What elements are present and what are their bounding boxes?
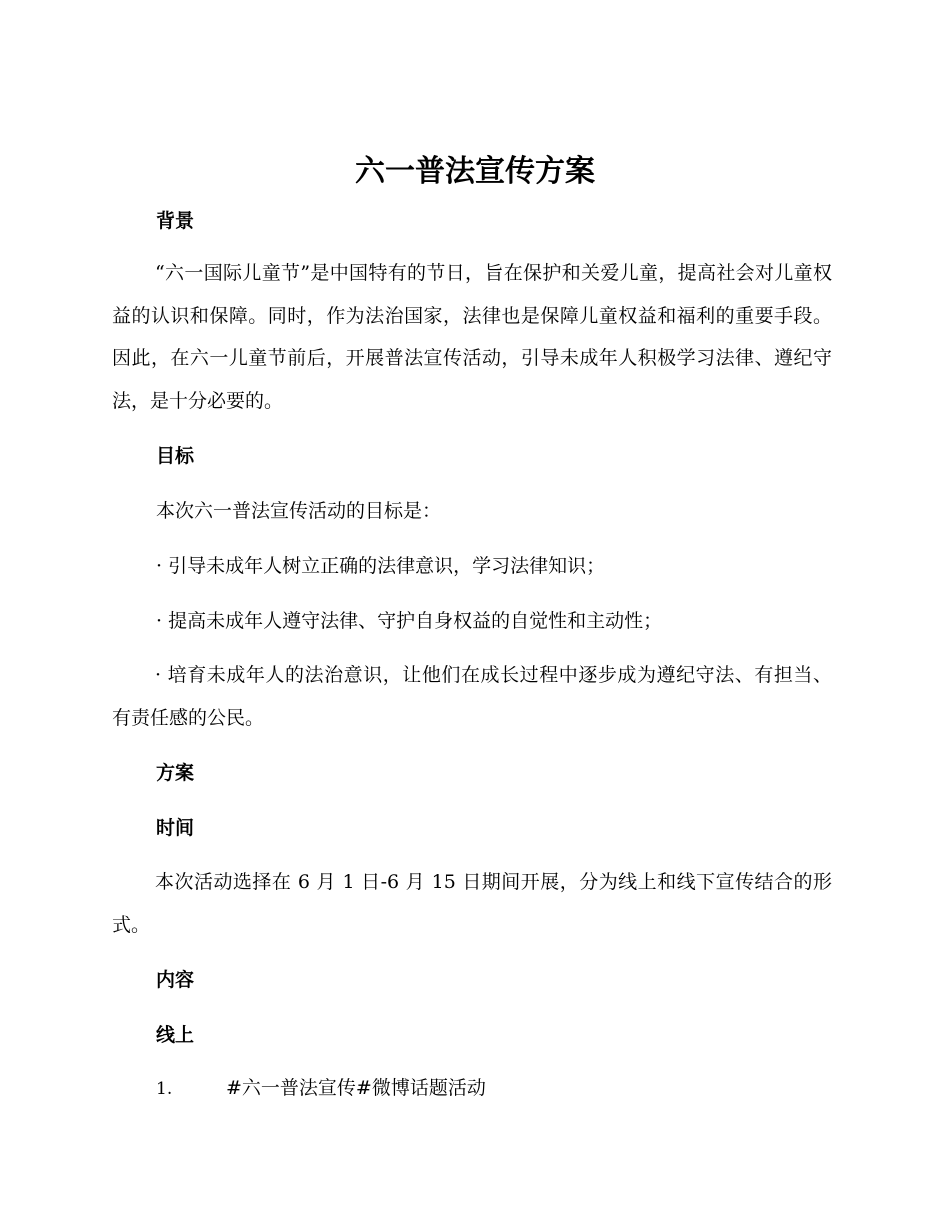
section-heading-background: 背景 bbox=[156, 210, 195, 232]
goal-item-2: · 提高未成年人遵守法律、守护自身权益的自觉性和主动性； bbox=[156, 610, 663, 632]
time-paragraph: 本次活动选择在 6 月 1 日-6 月 15 日期间开展，分为线上和线下宣传结合的形式。 bbox=[112, 871, 832, 936]
online-list-item-text: #六一普法宣传#微博话题活动 bbox=[226, 1077, 486, 1099]
background-paragraph: “六一国际儿童节”是中国特有的节日，旨在保护和关爱儿童，提高社会对儿童权益的认识和保障。同时，作为法治国家，法律也是保障儿童权益和福利的重要手段。因此，在六一儿童节前后，开展普法宣传活动，引导未成年人积极学习法律、遵纪守法，是十分必要的。 bbox=[112, 262, 832, 412]
goals-intro: 本次六一普法宣传活动的目标是： bbox=[156, 500, 442, 522]
section-heading-goals: 目标 bbox=[156, 445, 195, 467]
goal-item-1: · 引导未成年人树立正确的法律意识，学习法律知识； bbox=[156, 555, 606, 577]
section-heading-plan: 方案 bbox=[156, 762, 195, 784]
online-list-item-number: 1. bbox=[156, 1079, 173, 1099]
subheading-content: 内容 bbox=[156, 969, 195, 991]
document-title: 六一普法宣传方案 bbox=[355, 154, 595, 189]
goal-item-3: · 培育未成年人的法治意识，让他们在成长过程中逐步成为遵纪守法、有担当、有责任感的公民。 bbox=[112, 664, 832, 729]
subheading-online: 线上 bbox=[156, 1024, 195, 1046]
subheading-time: 时间 bbox=[156, 817, 195, 839]
